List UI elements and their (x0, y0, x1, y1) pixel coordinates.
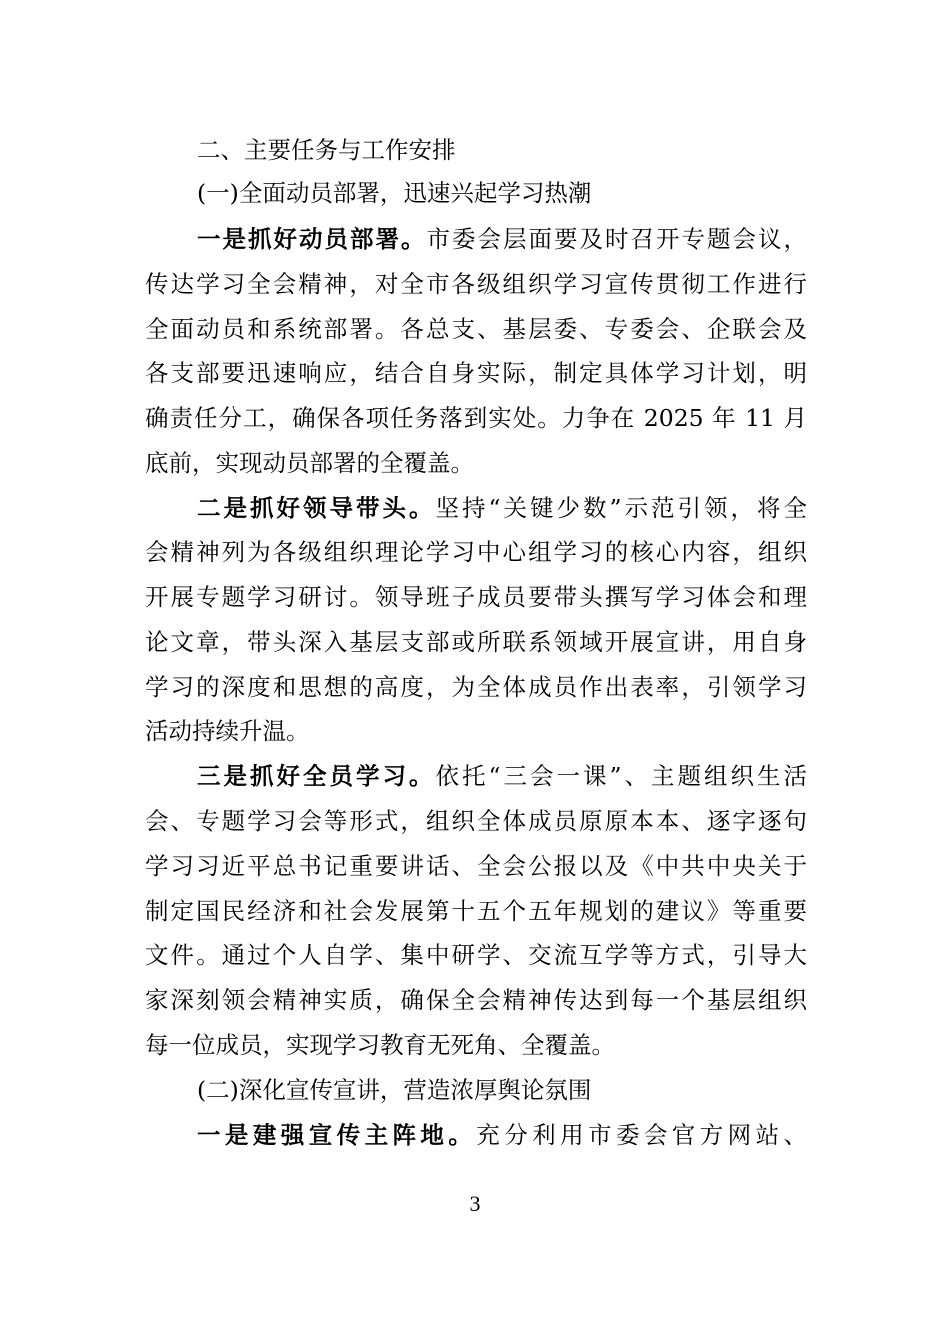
paragraph-line: 学习的深度和思想的高度，为全体成员作出表率，引领学习 (145, 673, 807, 701)
paragraph-line: 制定国民经济和社会发展第十五个五年规划的建议》等重要 (145, 897, 807, 925)
paragraph-text: 市委会层面要及时召开专题会议， (426, 225, 807, 253)
paragraph-line (197, 762, 807, 790)
paragraph-line (197, 1121, 807, 1149)
paragraph-lead: 一是建强宣传主阵地。 (197, 1121, 477, 1149)
section-heading: 二、主要任务与工作安排 (197, 136, 456, 164)
paragraph-lead: 二是抓好领导带头。 (197, 494, 436, 522)
paragraph-line: 开展专题学习研讨。领导班子成员要带头撰写学习体会和理 (145, 583, 807, 611)
paragraph-line: 文件。通过个人自学、集中研学、交流互学等方式，引导大 (145, 941, 807, 969)
paragraph-line: 每一位成员，实现学习教育无死角、全覆盖。 (145, 1031, 615, 1059)
paragraph-line: 确责任分工，确保各项任务落到实处。力争在 2025 年 11 月 (145, 404, 807, 432)
subsection-heading-2: (二)深化宣传宣讲，营造浓厚舆论氛围 (197, 1076, 592, 1104)
paragraph-line: 家深刻领会精神实质，确保全会精神传达到每一个基层组织 (145, 986, 807, 1014)
paragraph-line: 会精神列为各级组织理论学习中心组学习的核心内容，组织 (145, 538, 807, 566)
paragraph-line (197, 494, 807, 522)
paragraph-line: 活动持续升温。 (145, 717, 310, 745)
paragraph-line (197, 225, 807, 253)
paragraph-lead: 一是抓好动员部署。 (197, 225, 427, 253)
subsection-heading-1: (一)全面动员部署，迅速兴起学习热潮 (197, 179, 592, 207)
paragraph-line: 学习习近平总书记重要讲话、全会公报以及《中共中央关于 (145, 852, 807, 880)
page-number: 3 (469, 1191, 481, 1216)
paragraph-text: 坚持“关键少数”示范引领，将全 (435, 494, 808, 522)
paragraph-line: 传达学习全会精神，对全市各级组织学习宣传贯彻工作进行 (145, 270, 807, 298)
paragraph-line: 全面动员和系统部署。各总支、基层委、专委会、企联会及 (145, 315, 807, 343)
paragraph-text: 充分利用市委会官方网站、 (476, 1121, 808, 1149)
paragraph-text: 依托“三会一课”、主题组织生活 (435, 762, 808, 790)
paragraph-lead: 三是抓好全员学习。 (197, 762, 436, 790)
paragraph-line: 各支部要迅速响应，结合自身实际，制定具体学习计划，明 (145, 359, 807, 387)
paragraph-line: 论文章，带头深入基层支部或所联系领域开展宣讲，用自身 (145, 628, 807, 656)
paragraph-line: 会、专题学习会等形式，组织全体成员原原本本、逐字逐句 (145, 807, 807, 835)
paragraph-line: 底前，实现动员部署的全覆盖。 (145, 449, 474, 477)
